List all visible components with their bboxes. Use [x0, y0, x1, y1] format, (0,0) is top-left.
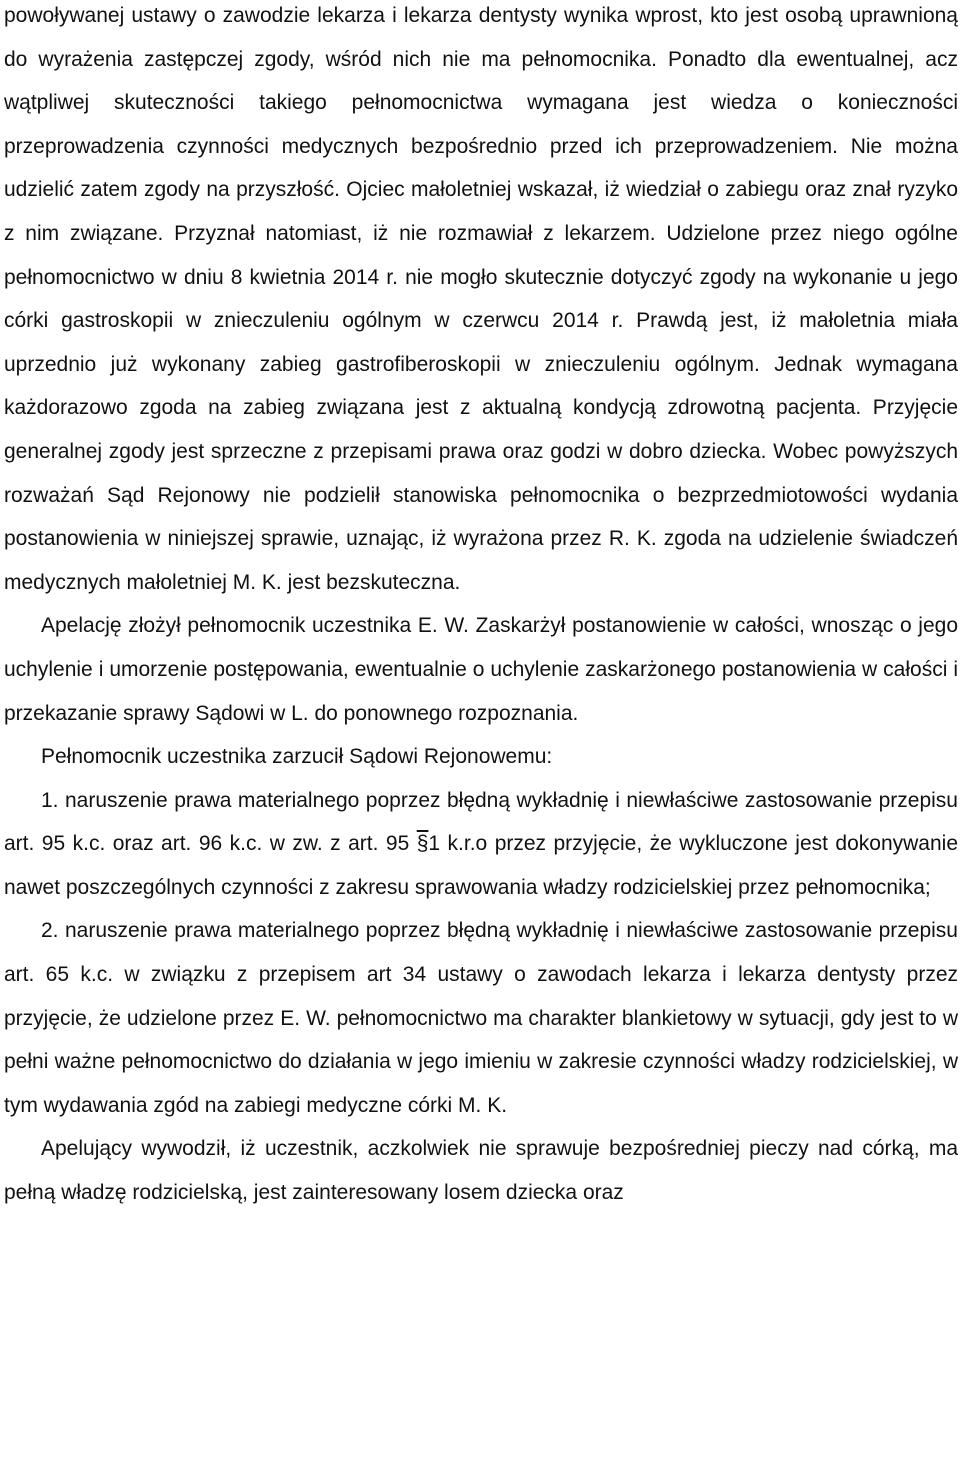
charge-item-1	[4, 779, 958, 910]
paragraph-charges-intro	[4, 735, 958, 779]
paragraph-text: Pełnomocnik uczestnika zarzucił Sądowi Rejonowemu:	[41, 745, 553, 769]
paragraph-text: Apelujący wywodził, iż uczestnik, aczkolwiek nie sprawuje bezpośredniej pieczy nad córką, ma pełną władzę rodzicielską, jest zainteresowany losem dziecka oraz	[4, 1137, 958, 1205]
document-page	[4, 0, 958, 1215]
paragraph-appeal-filed	[4, 604, 958, 735]
charge-item-2	[4, 909, 958, 1127]
paragraph-text: 1. naruszenie prawa materialnego poprzez błędną wykładnię i niewłaściwe zastosowanie przepisu art. 95 k.c. oraz art. 96 k.c. w zw. z art. 95	[4, 788, 958, 856]
paragraph-text: powoływanej ustawy o zawodzie lekarza i lekarza dentysty wynika wprost, kto jest osobą uprawnioną do wyrażenia zastępczej zgody, wśród nich nie ma pełnomocnika. Ponadto dla ewentualnej, acz wątpliwej skuteczności takiego pełnomocnictwa wymagana jest wiedza o konieczności przeprowadzenia czynności medycznych bezpośrednio przed ich przeprowadzeniem. Nie można udzielić zatem zgody na przyszłość. Ojciec małoletniej wskazał, iż wiedział o zabiegu oraz znał ryzyko z nim związane. Przyznał natomiast, iż nie rozmawiał z lekarzem. Udzielone przez niego ogólne pełnomocnictwo w dniu 8 kwietnia 2014 r. nie mogło skutecznie dotyczyć zgody na wykonanie u jego córki gastroskopii w znieczuleniu ogólnym w czerwcu 2014 r. Prawdą jest, iż małoletnia miała uprzednio już wykonany zabieg gastrofiberoskopii w znieczuleniu ogólnym. Jednak wymagana każdorazowo zgoda na zabieg związana jest z aktualną kondycją zdrowotną pacjenta. Przyjęcie generalnej zgody jest sprzeczne z przepisami prawa oraz godzi w dobro dziecka. Wobec powyższych rozważań Sąd Rejonowy nie podzielił stanowiska pełnomocnika o bezprzedmiotowości wydania postanowienia w niniejszej sprawie, uznając, iż wyrażona przez R. K. zgoda na udzielenie świadczeń medycznych małoletniej M. K. jest bezskuteczna.	[4, 4, 958, 594]
paragraph-appellant-argument	[4, 1127, 958, 1214]
section-sign: §	[416, 832, 429, 856]
paragraph-text: 1 k.r.o przez przyjęcie, że wykluczone jest dokonywanie nawet poszczególnych czynności z zakresu sprawowania władzy rodzicielskiej przez pełnomocnika;	[4, 832, 958, 899]
paragraph-text: 2. naruszenie prawa materialnego poprzez błędną wykładnię i niewłaściwe zastosowanie przepisu art. 65 k.c. w związku z przepisem art 34 ustawy o zawodach lekarza i lekarza dentysty przez przyjęcie, że udzielone przez E. W. pełnomocnictwo ma charakter blankietowy w sytuacji, gdy jest to w pełni ważne pełnomocnictwo do działania w jego imieniu w zakresie czynności władzy rodzicielskiej, w tym wydawania zgód na zabiegi medyczne córki M. K.	[4, 919, 958, 1117]
paragraph-court-reasoning	[4, 0, 958, 604]
paragraph-text: Apelację złożył pełnomocnik uczestnika E. W. Zaskarżył postanowienie w całości, wnosząc o jego uchylenie i umorzenie postępowania, ewentualnie o uchylenie zaskarżonego postanowienia w całości i przekazanie sprawy Sądowi w L. do ponownego rozpoznania.	[4, 614, 958, 725]
